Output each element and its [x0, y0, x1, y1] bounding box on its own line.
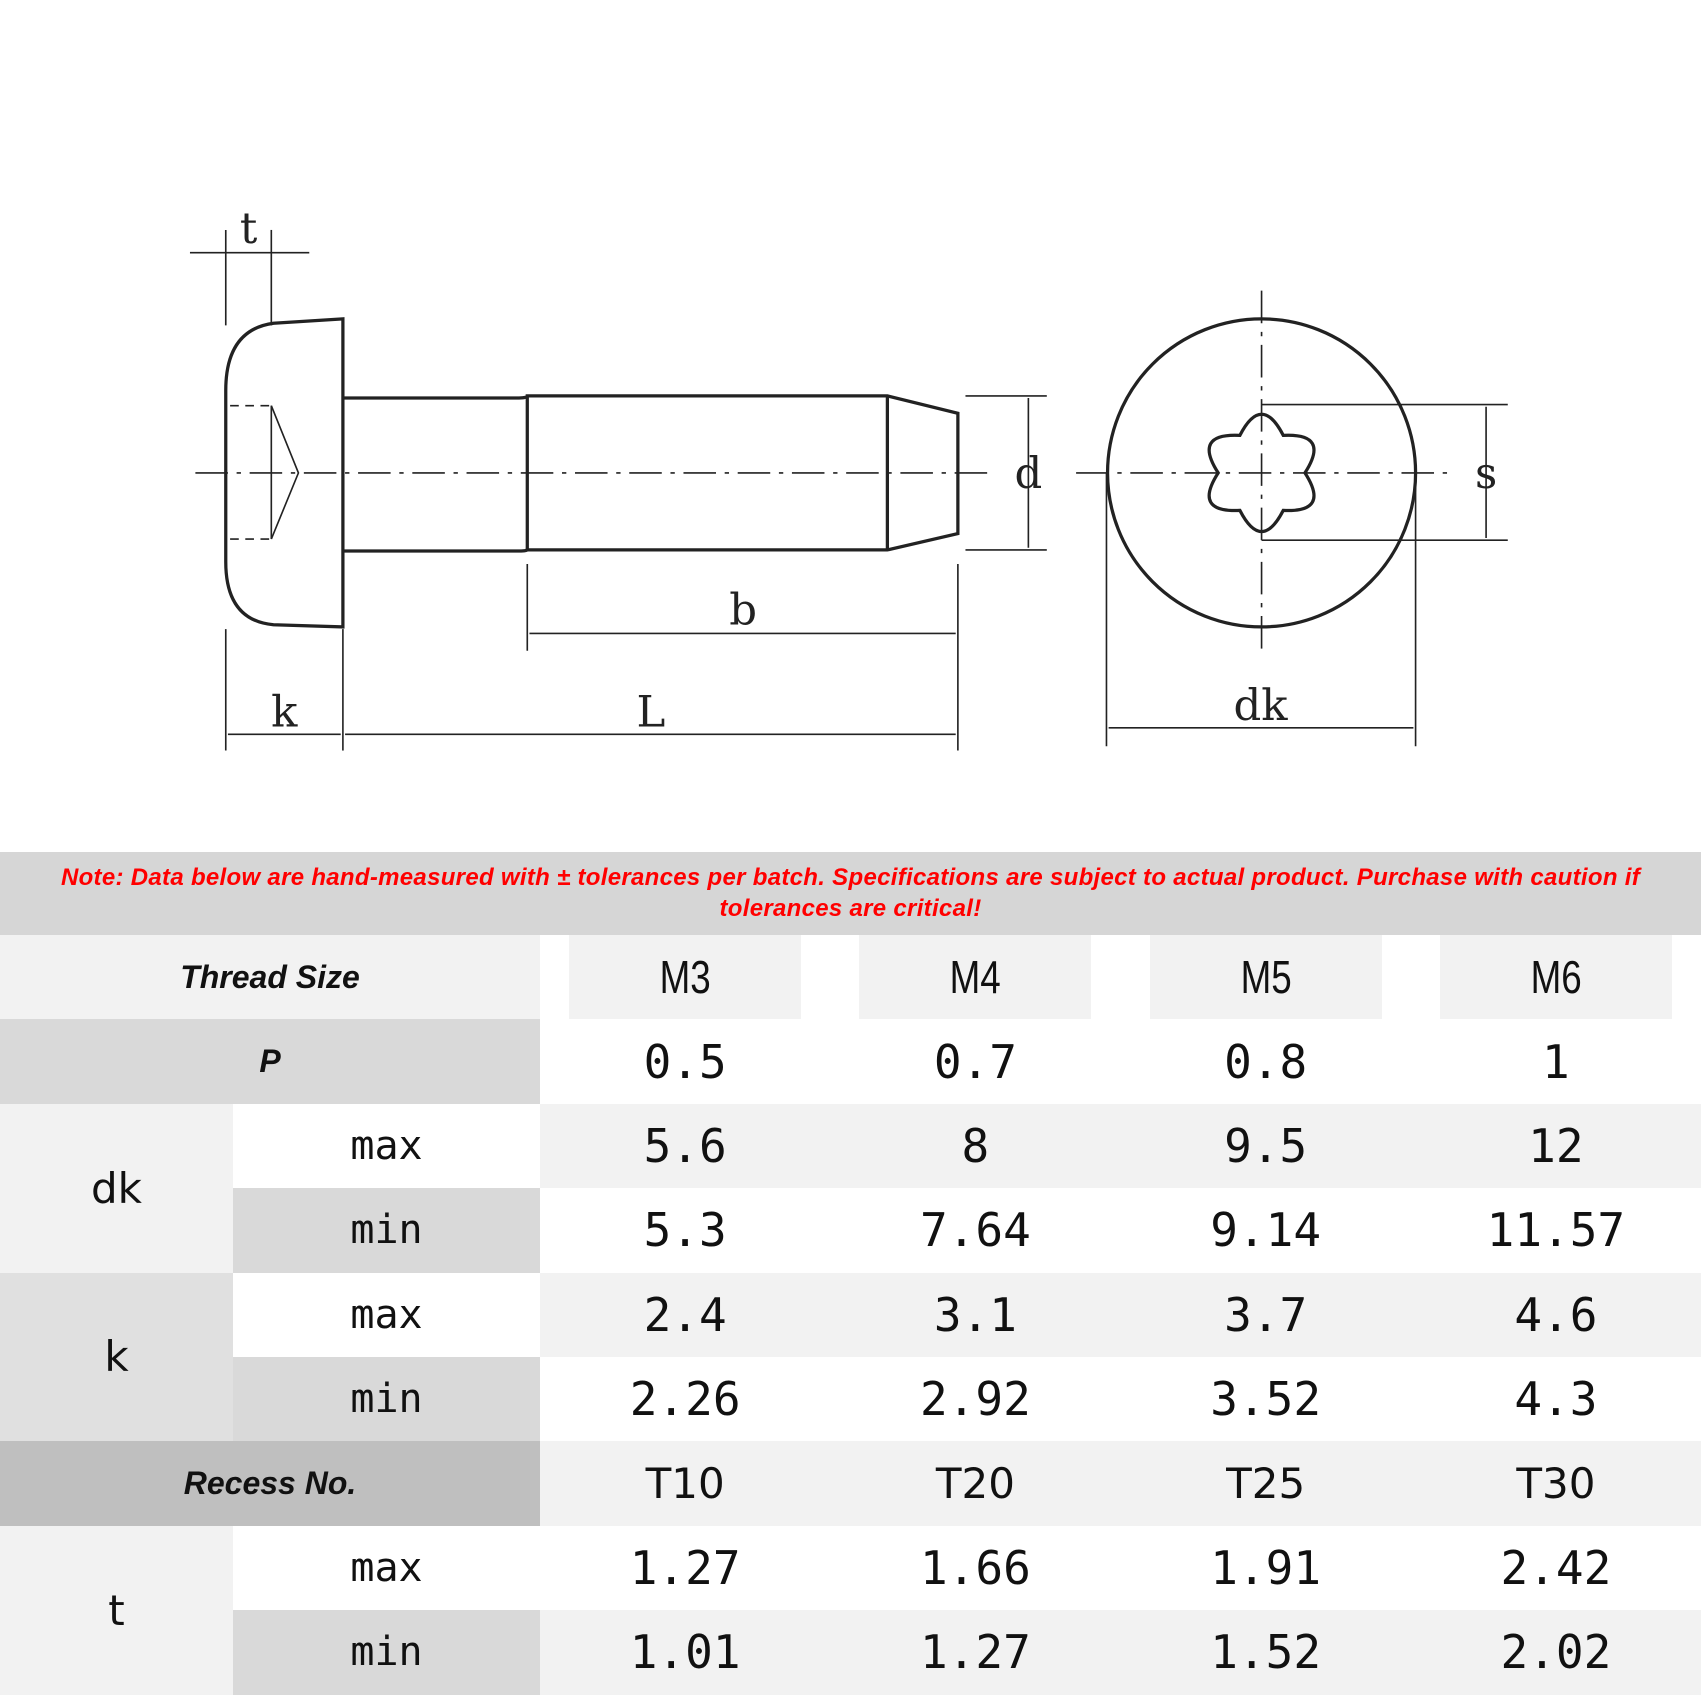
- k-max-value-text: 3.7: [1224, 1287, 1308, 1342]
- k-label: [0, 1273, 233, 1442]
- k-min-value-text: 2.26: [629, 1372, 741, 1427]
- k-max-value: [830, 1273, 1120, 1357]
- t-max-value: [540, 1526, 830, 1610]
- k-min-value: [540, 1357, 830, 1441]
- dk-max-value-text: 5.6: [643, 1118, 727, 1173]
- k-max-value: [540, 1273, 830, 1357]
- dim-label-b: b: [729, 585, 758, 636]
- t-min-value-text: 1.27: [919, 1625, 1031, 1680]
- k-max-label: [233, 1273, 540, 1357]
- t-min-label-text: min: [350, 1629, 423, 1676]
- dim-label-t: t: [239, 203, 258, 254]
- dk-max-value: [830, 1104, 1120, 1188]
- t-min-value: [1411, 1610, 1701, 1694]
- dk-min-value: [830, 1188, 1120, 1272]
- dimension-lines: [190, 230, 1508, 751]
- thread-size-label-text: Thread Size: [180, 958, 360, 995]
- t-max-label-text: max: [350, 1544, 423, 1591]
- k-max-value: [1121, 1273, 1411, 1357]
- t-max-value: [1411, 1526, 1701, 1610]
- dim-label-s: s: [1474, 449, 1498, 500]
- dk-min-label-text: min: [350, 1207, 423, 1254]
- dim-label-dk: dk: [1233, 681, 1288, 732]
- dim-label-L: L: [636, 687, 666, 738]
- t-max-value: [1121, 1526, 1411, 1610]
- t-min-label: [233, 1610, 540, 1694]
- recess-value-text: T30: [1516, 1459, 1596, 1509]
- recess-value: [830, 1441, 1120, 1525]
- dk-max-value-text: 12: [1528, 1118, 1584, 1173]
- k-label-text: k: [104, 1332, 129, 1382]
- t-max-value: [830, 1526, 1120, 1610]
- sizes-value: [859, 935, 1091, 1019]
- recess-label: [0, 1441, 540, 1525]
- k-min-value-text: 3.52: [1210, 1372, 1322, 1427]
- p-label-text: P: [259, 1043, 281, 1080]
- k-min-value: [1121, 1357, 1411, 1441]
- p-value: [1411, 1019, 1701, 1103]
- dk-min-value: [1411, 1188, 1701, 1272]
- t-min-value: [830, 1610, 1120, 1694]
- k-min-value: [1411, 1357, 1701, 1441]
- dk-min-value-text: 9.14: [1210, 1203, 1322, 1258]
- t-min-value: [540, 1610, 830, 1694]
- recess-label-text: Recess No.: [183, 1465, 357, 1502]
- dk-max-value-text: 9.5: [1224, 1118, 1308, 1173]
- t-max-value-text: 1.66: [919, 1540, 1031, 1595]
- k-max-label-text: max: [350, 1291, 423, 1338]
- dim-label-d: d: [1014, 449, 1043, 500]
- dk-min-label: [233, 1188, 540, 1272]
- dk-max-label: [233, 1104, 540, 1188]
- p-value-text: 0.5: [643, 1034, 727, 1089]
- p-value-text: 0.8: [1224, 1034, 1308, 1089]
- sizes-value-text: M6: [1530, 951, 1582, 1004]
- k-min-value-text: 2.92: [919, 1372, 1031, 1427]
- k-min-value: [830, 1357, 1120, 1441]
- t-max-label: [233, 1526, 540, 1610]
- t-min-value-text: 1.52: [1210, 1625, 1322, 1680]
- t-min-value-text: 1.01: [629, 1625, 741, 1680]
- sizes-value-text: M3: [659, 951, 711, 1004]
- t-max-value-text: 1.27: [629, 1540, 741, 1595]
- dk-min-value-text: 5.3: [643, 1203, 727, 1258]
- thread-size-label: [0, 935, 540, 1019]
- tolerance-note: Note: Data below are hand-measured with ± tolerances per batch. Specifications are subject to actual product. Purchase with caution if tolerances are critical!: [0, 852, 1701, 935]
- dk-min-value-text: 7.64: [919, 1203, 1031, 1258]
- dk-label-text: dk: [91, 1163, 142, 1213]
- t-max-value-text: 2.42: [1500, 1540, 1612, 1595]
- sizes-value-text: M4: [949, 951, 1001, 1004]
- p-value: [830, 1019, 1120, 1103]
- p-label: [0, 1019, 540, 1103]
- k-min-label: [233, 1357, 540, 1441]
- k-min-label-text: min: [350, 1376, 423, 1423]
- recess-value: [1411, 1441, 1701, 1525]
- dk-max-value-text: 8: [961, 1118, 990, 1173]
- dk-min-value-text: 11.57: [1486, 1203, 1626, 1258]
- recess-value: [540, 1441, 830, 1525]
- p-value: [1121, 1019, 1411, 1103]
- dk-max-value: [1411, 1104, 1701, 1188]
- dk-max-value: [540, 1104, 830, 1188]
- t-min-value: [1121, 1610, 1411, 1694]
- recess-value-text: T10: [645, 1459, 725, 1509]
- dk-max-label-text: max: [350, 1122, 423, 1169]
- k-max-value-text: 4.6: [1514, 1287, 1598, 1342]
- dk-min-value: [1121, 1188, 1411, 1272]
- p-value-text: 1: [1542, 1034, 1570, 1089]
- t-label: [0, 1526, 233, 1695]
- dim-label-k: k: [271, 687, 298, 738]
- sizes-value-text: M5: [1240, 951, 1292, 1004]
- k-min-value-text: 4.3: [1514, 1372, 1598, 1427]
- k-max-value-text: 2.4: [643, 1287, 727, 1342]
- k-max-value-text: 3.1: [933, 1287, 1017, 1342]
- k-max-value: [1411, 1273, 1701, 1357]
- dk-label: [0, 1104, 233, 1273]
- sizes-value: [569, 935, 801, 1019]
- recess-value-text: T20: [935, 1459, 1015, 1509]
- t-max-value-text: 1.91: [1210, 1540, 1322, 1595]
- recess-value: [1121, 1441, 1411, 1525]
- dk-max-value: [1121, 1104, 1411, 1188]
- dk-min-value: [540, 1188, 830, 1272]
- t-label-text: t: [108, 1585, 125, 1635]
- p-value: [540, 1019, 830, 1103]
- sizes-value: [1150, 935, 1382, 1019]
- screw-technical-drawing: [0, 0, 1701, 846]
- t-min-value-text: 2.02: [1500, 1625, 1612, 1680]
- sizes-value: [1440, 935, 1672, 1019]
- p-value-text: 0.7: [933, 1034, 1017, 1089]
- recess-value-text: T25: [1226, 1459, 1306, 1509]
